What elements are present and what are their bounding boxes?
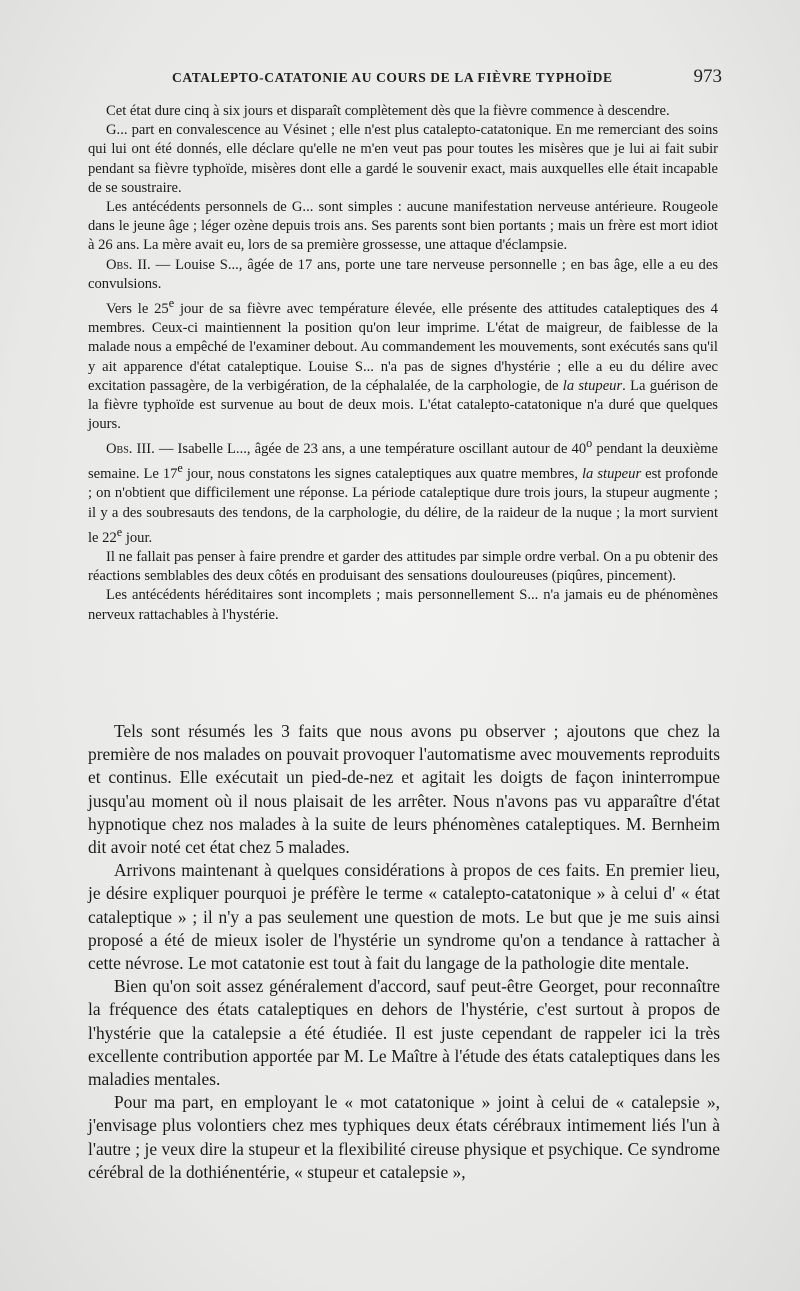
main-text	[88, 720, 720, 1184]
observation-notes	[88, 102, 718, 625]
body-paragraph: Bien qu'on soit assez généralement d'accord, sauf peut-être Georget, pour reconnaître la fréquence des états cataleptiques en dehors de l'hystérie, c'est surtout à propos de l'hystérie que la catalepsie a été étudiée. Il est juste cependant de rappeler ici la très excellente contribution apportée par M. Le Maître à l'étude des états cataleptiques dans les maladies mentales.	[88, 976, 720, 1090]
obs-paragraph: Les antécédents personnels de G... sont simples : aucune manifestation nerveuse antérieure. Rougeole dans le jeune âge ; léger ozène depuis trois ans. Ses parents sont bien portants ; mais un frère est mort idiot à 26 ans. La mère avait eu, lors de sa première grossesse, une attaque d'éclampsie.	[88, 199, 718, 254]
obs-paragraph: Vers le 25e jour de sa fièvre avec température élevée, elle présente des attitudes cataleptiques des 4 membres. Ceux-ci maintiennent la position qu'on leur imprime. L'état de maigreur, de faiblesse de la malade nous a empêché de l'examiner debout. Au commandement les mouvements, sont exécutés sans qu'il y ait apparence d'état cataleptique. Louise S... n'a pas de signes d'hystérie ; elle a eu du délire avec excitation passagère, de la verbigération, de la céphalalée, de la carphologie, de la stupeur. La guérison de la fièvre typhoïde est survenue au bout de deux mois. L'état catalepto-catatonique n'a duré que quelques jours.	[88, 296, 718, 433]
obs-2-label: Obs. II.	[106, 256, 151, 273]
obs-paragraph: G... part en convalescence au Vésinet ; elle n'est plus catalepto-catatonique. En me remerciant des soins qui lui ont été donnés, elle déclare qu'elle ne m'en veut pas pour toutes les misères que je lui ai fait subir pendant sa fièvre typhoïde, misères dont elle a gardé le souvenir exact, mais auxquelles elle était incapable de se soustraire.	[88, 122, 718, 196]
page-header	[148, 68, 728, 90]
obs-2-paragraph: Obs. II. — Louise S..., âgée de 17 ans, porte une tare nerveuse personnelle ; en bas âge, elle a eu des convulsions.	[88, 256, 719, 292]
running-title: CATALEPTO-CATATONIE AU COURS DE LA FIÈVRE TYPHOÏDE	[172, 70, 613, 85]
obs-paragraph: Il ne fallait pas penser à faire prendre et garder des attitudes par simple ordre verbal. On a pu obtenir des réactions semblables des deux côtés en produisant des sensations douloureuses (piqûres, pincement).	[88, 548, 718, 585]
body-paragraph: Pour ma part, en employant le « mot catatonique » joint à celui de « catalepsie », j'envisage plus volontiers chez mes typhiques deux états cérébraux intimement liés l'un à l'autre ; je veux dire la stupeur et la flexibilité cireuse physique et psychique. Ce syndrome cérébral de la dothiénentérie, « stupeur et catalepsie »,	[88, 1092, 720, 1182]
obs-paragraph: Les antécédents héréditaires sont incomplets ; mais personnellement S... n'a jamais eu de phénomènes nerveux rattachables à l'hystérie.	[88, 587, 718, 623]
obs-paragraph: Cet état dure cinq à six jours et disparaît complètement dès que la fièvre commence à descendre.	[106, 103, 670, 119]
body-paragraph: Arrivons maintenant à quelques considérations à propos de ces faits. En premier lieu, je désire expliquer pourquoi je préfère le terme « catalepto-catatonique » à celui d' « état cataleptique » ; il n'y a pas seulement une question de mots. Le but que je me suis ainsi proposé a été de mieux isoler de l'hystérie un syndrome qu'on a tendance à rattacher à cette névrose. Le mot catatonie est tout à fait du langage de la pathologie dite mentale.	[88, 860, 720, 974]
body-paragraph: Tels sont résumés les 3 faits que nous avons pu observer ; ajoutons que chez la première de nos malades on pouvait provoquer l'automatisme avec mouvements reproduits et continus. Elle exécutait un pied-de-nez et agitait les doigts de façon ininterrompue jusqu'au moment où il nous plaisait de les arrêter. Nous n'avons pas vu apparaître d'état hypnotique chez nos malades à la suite de leurs phénomènes cataleptiques. M. Bernheim dit avoir noté cet état chez 5 malades.	[88, 721, 720, 858]
page-number: 973	[693, 66, 722, 87]
obs-3-paragraph: Obs. III. — Isabelle L..., âgée de 23 ans, a une température oscillant autour de 40$^o$ pendant la deuxième semaine. Le 17e jour, nous constatons les signes cataleptiques aux quatre membres, la stupeur est profonde ; on n'obtient que difficilement une réponse. La période cataleptique dure trois jours, la stupeur augmente ; il y a des soubresauts des tendons, de la carphologie, du délire, de la raideur de la nuque ; la mort survient le 22e jour.	[88, 436, 718, 546]
obs-3-label: Obs. III.	[106, 441, 155, 458]
